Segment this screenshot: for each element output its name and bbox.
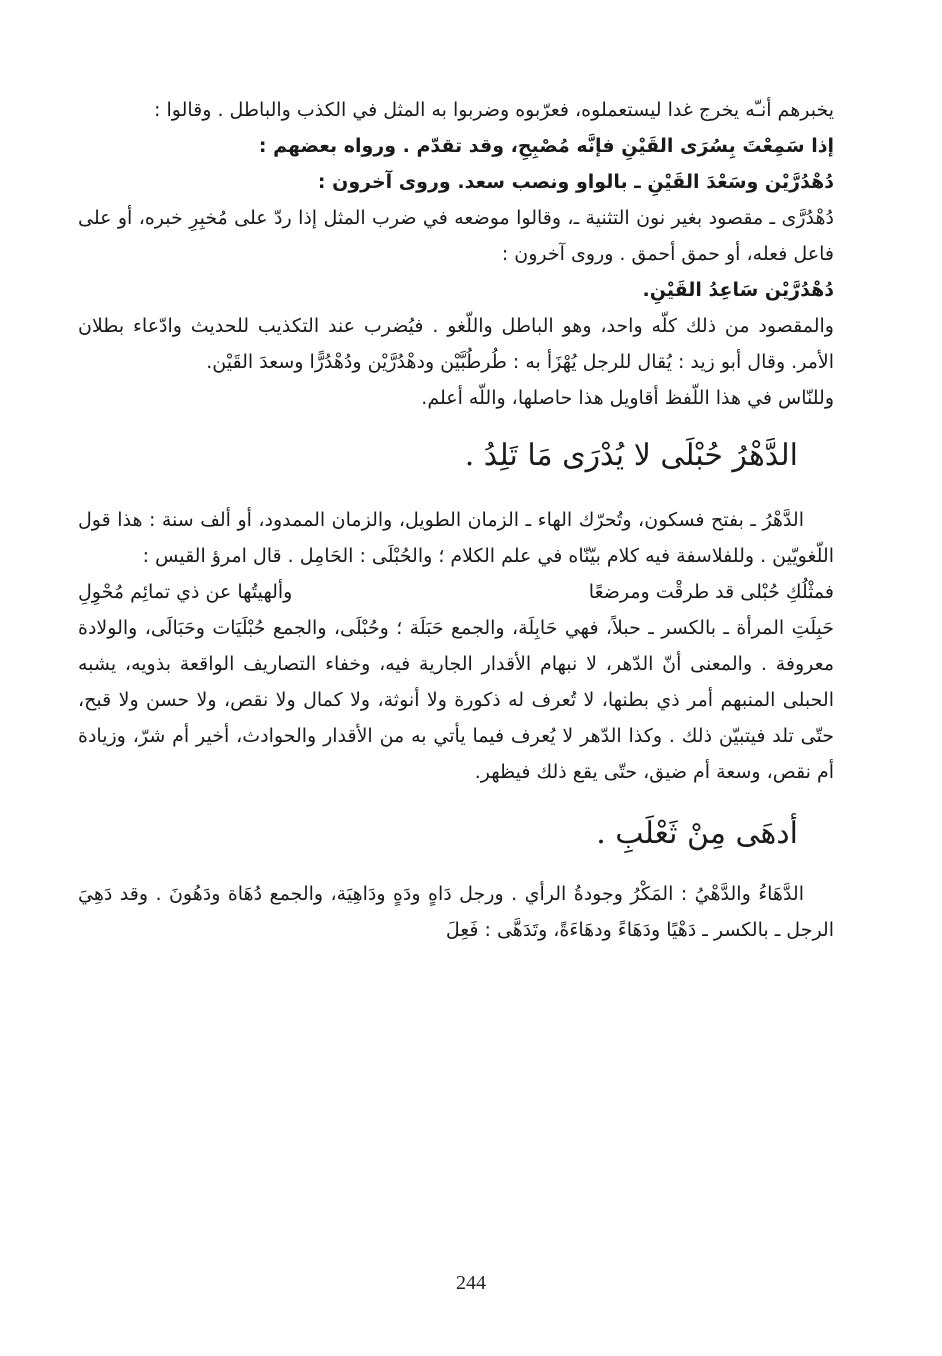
poetry-verse [78, 574, 834, 610]
proverb-variant-2: دُهْدُرَّيْن وسَعْدَ القَيْنِ ـ بالواو ونصب سعد. وروى آخرون : [317, 171, 834, 193]
intro-line-1: يخبرهم أنـّه يخرج غدا ليستعملوه، فعرّبوه وضربوا به المثل في الكذب والباطل . وقالوا : [154, 99, 834, 121]
intro-paragraph-meaning: والمقصود من ذلك كلّه واحد، وهو الباطل واللّغو . فيُضرب عند التكذيب للحديث وادّعاء بطلان الأمر. وقال أبو زيد : يُقال للرجل يُهْزَأ به : طُرطُبَّيْن ودهْدُرَّيْن ودُهْدُرًّا وسعدَ القَيْن. [78, 315, 834, 373]
book-page [78, 92, 834, 948]
verse-first-hemistich: فمثْلُكِ حُبْلى قد طرقْت ومرضعًا [588, 581, 834, 603]
proverb-heading-1: الدَّهْرُ حُبْلَى لا يُدْرَى مَا تَلِدُ . [464, 438, 798, 473]
section-2-paragraph: الدَّهَاءُ والدَّهْيُ : المَكْرُ وجودةُ الرأي . ورجل دَاهٍ ودَهٍ ودَاهِيَة، والجمع دُهَاة ودَهُونَ . وقد دَهِيَ الرجل ـ بالكسر ـ دَهْيًا ودَهَاءً ودهَاءَةً، وتَدَهَّى : فَعِلَ [78, 883, 834, 941]
intro-paragraph-closing: وللنّاس في هذا اللّفظ أقاويل هذا حاصلها، واللّه أعلم. [421, 387, 834, 409]
proverb-variant-1: إذا سَمِعْتَ بِسُرَى القَيْنِ فإنَّه مُصْبِحِ، وقد تقدّم . ورواه بعضهم : [258, 135, 834, 157]
verse-second-hemistich: وألهيتُها عن ذي تمائِم مُحْوِلِ [78, 581, 293, 603]
page-number: 244 [456, 1272, 486, 1294]
section-1-paragraph-1: الدَّهْرُ ـ بفتح فسكون، وتُحرّك الهاء ـ الزمان الطويل، والزمان الممدود، أو ألف سنة : هذا قول اللّغويّين . وللفلاسفة فيه كلام بيّنّاه في علم الكلام ؛ والحُبْلَى : الحَامِل . قال امرؤ القيس : [78, 509, 834, 567]
section-1-paragraph-2: حَبِلَتِ المرأة ـ بالكسر ـ حبلاً، فهي حَابِلَة، والجمع حَبَلَة ؛ وحُبْلَى، والجمع حُبْلَيَات وحَبَالَى، والولادة معروفة . والمعنى أنّ الدّهر، لا نبهام الأقدار الجارية فيه، وخفاء التصاريف الواقعة بذويه، يشبه الحبلى المنبهم أمر ذي بطنها، لا تُعرف له ذكورة ولا أنوثة، ولا كمال ولا نقص، ولا حسن ولا قبح، حتّى تلد فيتبيّن ذلك . وكذا الدّهر لا يُعرف فيما يأتي به من الأقدار والحوادث، أخير أم شرّ، وزيادة أم نقص، وسعة أم ضيق، حتّى يقع ذلك فيظهر. [78, 617, 834, 783]
proverb-heading-2: أدهَى مِنْ ثَعْلَبِ . [596, 816, 798, 851]
proverb-variant-4: دُهْدُرَّيْن سَاعِدُ القَيْنِ. [642, 279, 834, 301]
proverb-variant-3: دُهْدُرَّى ـ مقصود بغير نون التثنية ـ، وقالوا موضعه في ضرب المثل إذا ردّ على مُخبِرِ خبره، أو على فاعل فعله، أو حمق أحمق . وروى آخرون : [78, 207, 834, 265]
